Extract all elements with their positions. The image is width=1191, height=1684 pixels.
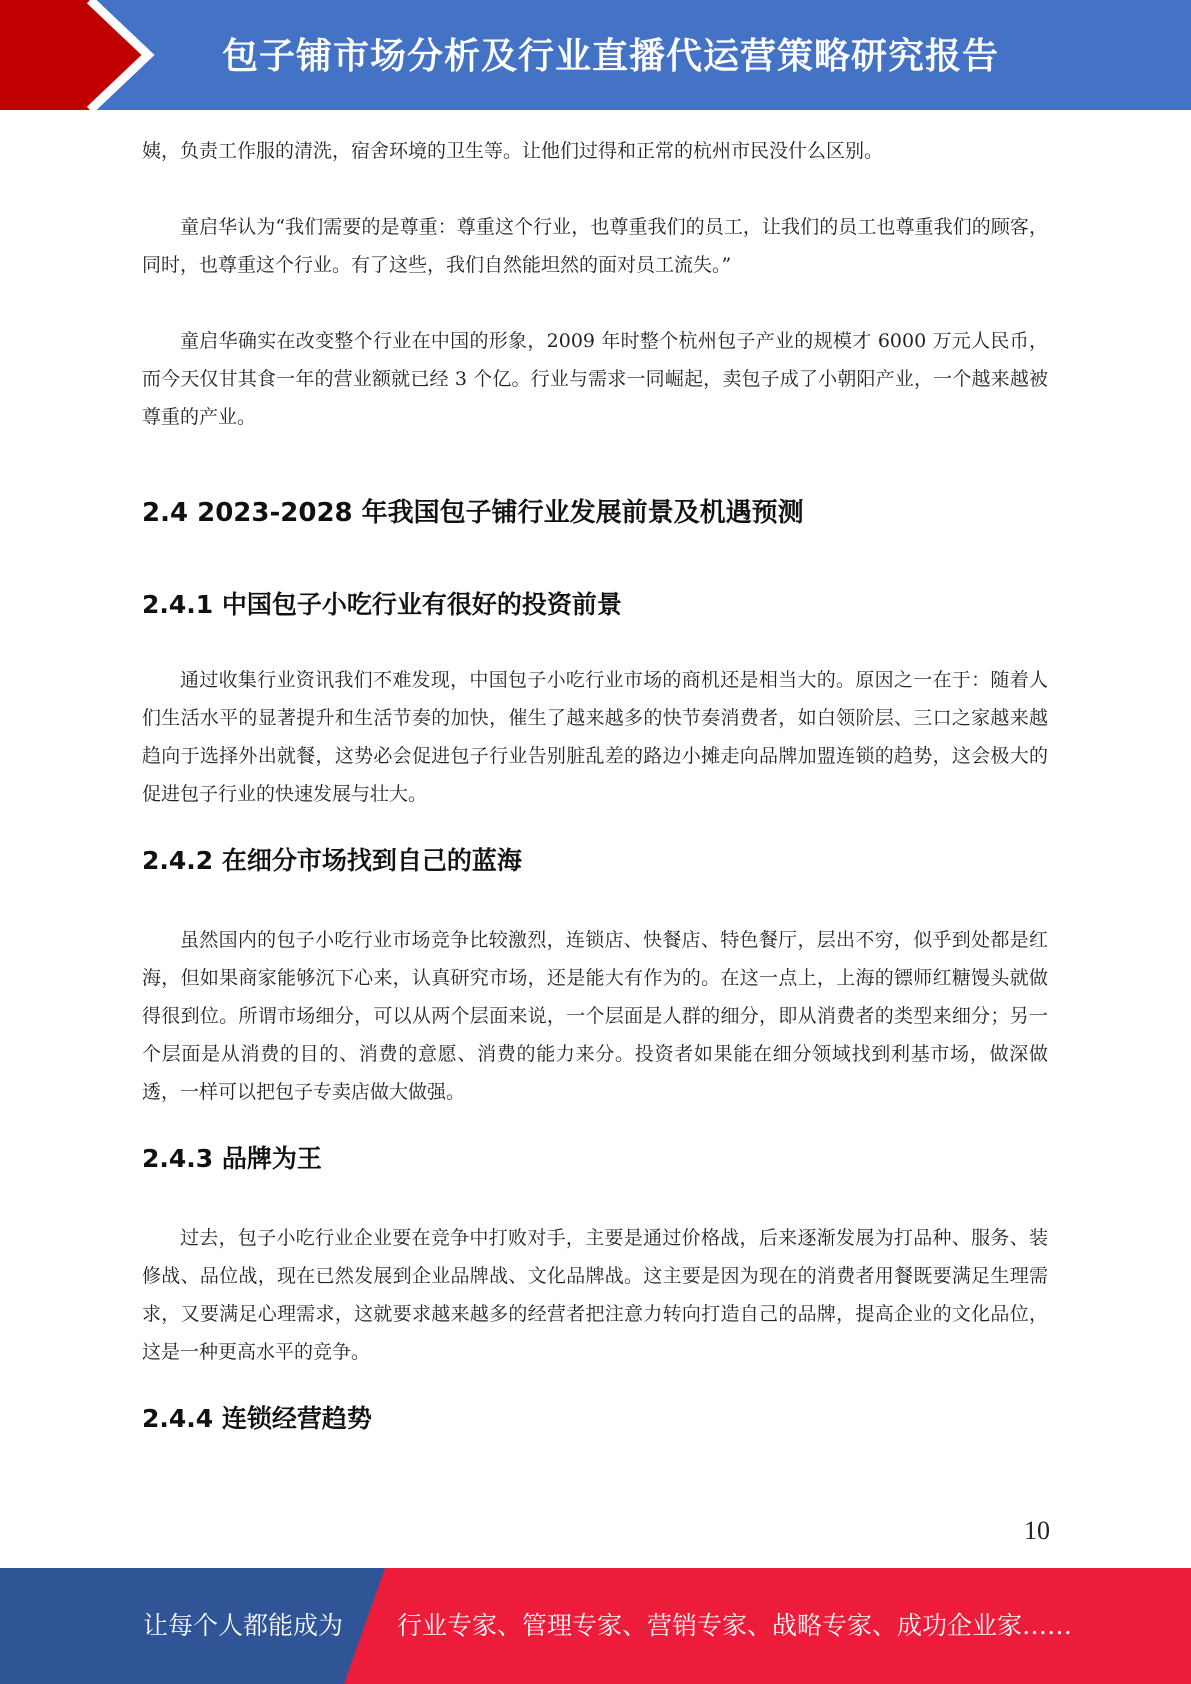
paragraph-2-4-2: 虽然国内的包子小吃行业市场竞争比较激烈，连锁店、快餐店、特色餐厅，层出不穷，似乎到处都是红海，但如果商家能够沉下心来，认真研究市场，还是能大有作为的。在这一点上，上海的镖师红糖馒头就做得很到位。所谓市场细分，可以从两个层面来说，一个层面是人群的细分，即从消费者的类型来细分；另一个层面是从消费的目的、消费的意愿、消费的能力来分。投资者如果能在细分领域找到利基市场，做深做透，一样可以把包子专卖店做大做强。 — [142, 929, 1048, 1103]
section-heading-2-4: 2.4 2023-2028 年我国包子铺行业发展前景及机遇预测 — [142, 498, 804, 528]
section-heading-2-4-4: 2.4.4 连锁经营趋势 — [142, 1404, 372, 1433]
paragraph-respect-quote: 童启华认为“我们需要的是尊重：尊重这个行业，也尊重我们的员工，让我们的员工也尊重我们的顾客，同时，也尊重这个行业。有了这些，我们自然能坦然的面对员工流失。” — [142, 216, 1048, 276]
section-heading-2-4-3: 2.4.3 品牌为王 — [142, 1144, 322, 1173]
footer-slogan-left: 让每个人都能成为 — [143, 1611, 344, 1640]
page-header — [0, 0, 1191, 110]
footer-slogan-right: 行业专家、管理专家、营销专家、战略专家、成功企业家…… — [397, 1611, 1073, 1640]
page-footer — [0, 1568, 1191, 1684]
report-title: 包子铺市场分析及行业直播代运营策略研究报告 — [222, 36, 1000, 77]
section-heading-2-4-2: 2.4.2 在细分市场找到自己的蓝海 — [142, 846, 522, 875]
paragraph-2-4-3: 过去，包子小吃行业企业要在竞争中打败对手，主要是通过价格战，后来逐渐发展为打品种、服务、装修战、品位战，现在已然发展到企业品牌战、文化品牌战。这主要是因为现在的消费者用餐既要满足生理需求，又要满足心理需求，这就要求越来越多的经营者把注意力转向打造自己的品牌，提高企业的文化品位，这是一种更高水平的竞争。 — [142, 1227, 1048, 1363]
paragraph-industry-scale: 童启华确实在改变整个行业在中国的形象，2009 年时整个杭州包子产业的规模才 6000 万元人民币，而今天仅甘其食一年的营业额就已经 3 个亿。行业与需求一同崛起，卖包子成了小朝阳产业，一个越来越被尊重的产业。 — [142, 330, 1048, 428]
paragraph-2-4-1: 通过收集行业资讯我们不难发现，中国包子小吃行业市场的商机还是相当大的。原因之一在于：随着人们生活水平的显著提升和生活节奏的加快，催生了越来越多的快节奏消费者，如白领阶层、三口之家越来越趋向于选择外出就餐，这势必会促进包子行业告别脏乱差的路边小摊走向品牌加盟连锁的趋势，这会极大的促进包子行业的快速发展与壮大。 — [142, 669, 1048, 805]
page-content — [142, 132, 1048, 1435]
page-number: 10 — [1024, 1516, 1050, 1545]
section-heading-2-4-1: 2.4.1 中国包子小吃行业有很好的投资前景 — [142, 590, 622, 619]
paragraph-continued: 姨，负责工作服的清洗，宿舍环境的卫生等。让他们过得和正常的杭州市民没什么区别。 — [142, 140, 884, 162]
